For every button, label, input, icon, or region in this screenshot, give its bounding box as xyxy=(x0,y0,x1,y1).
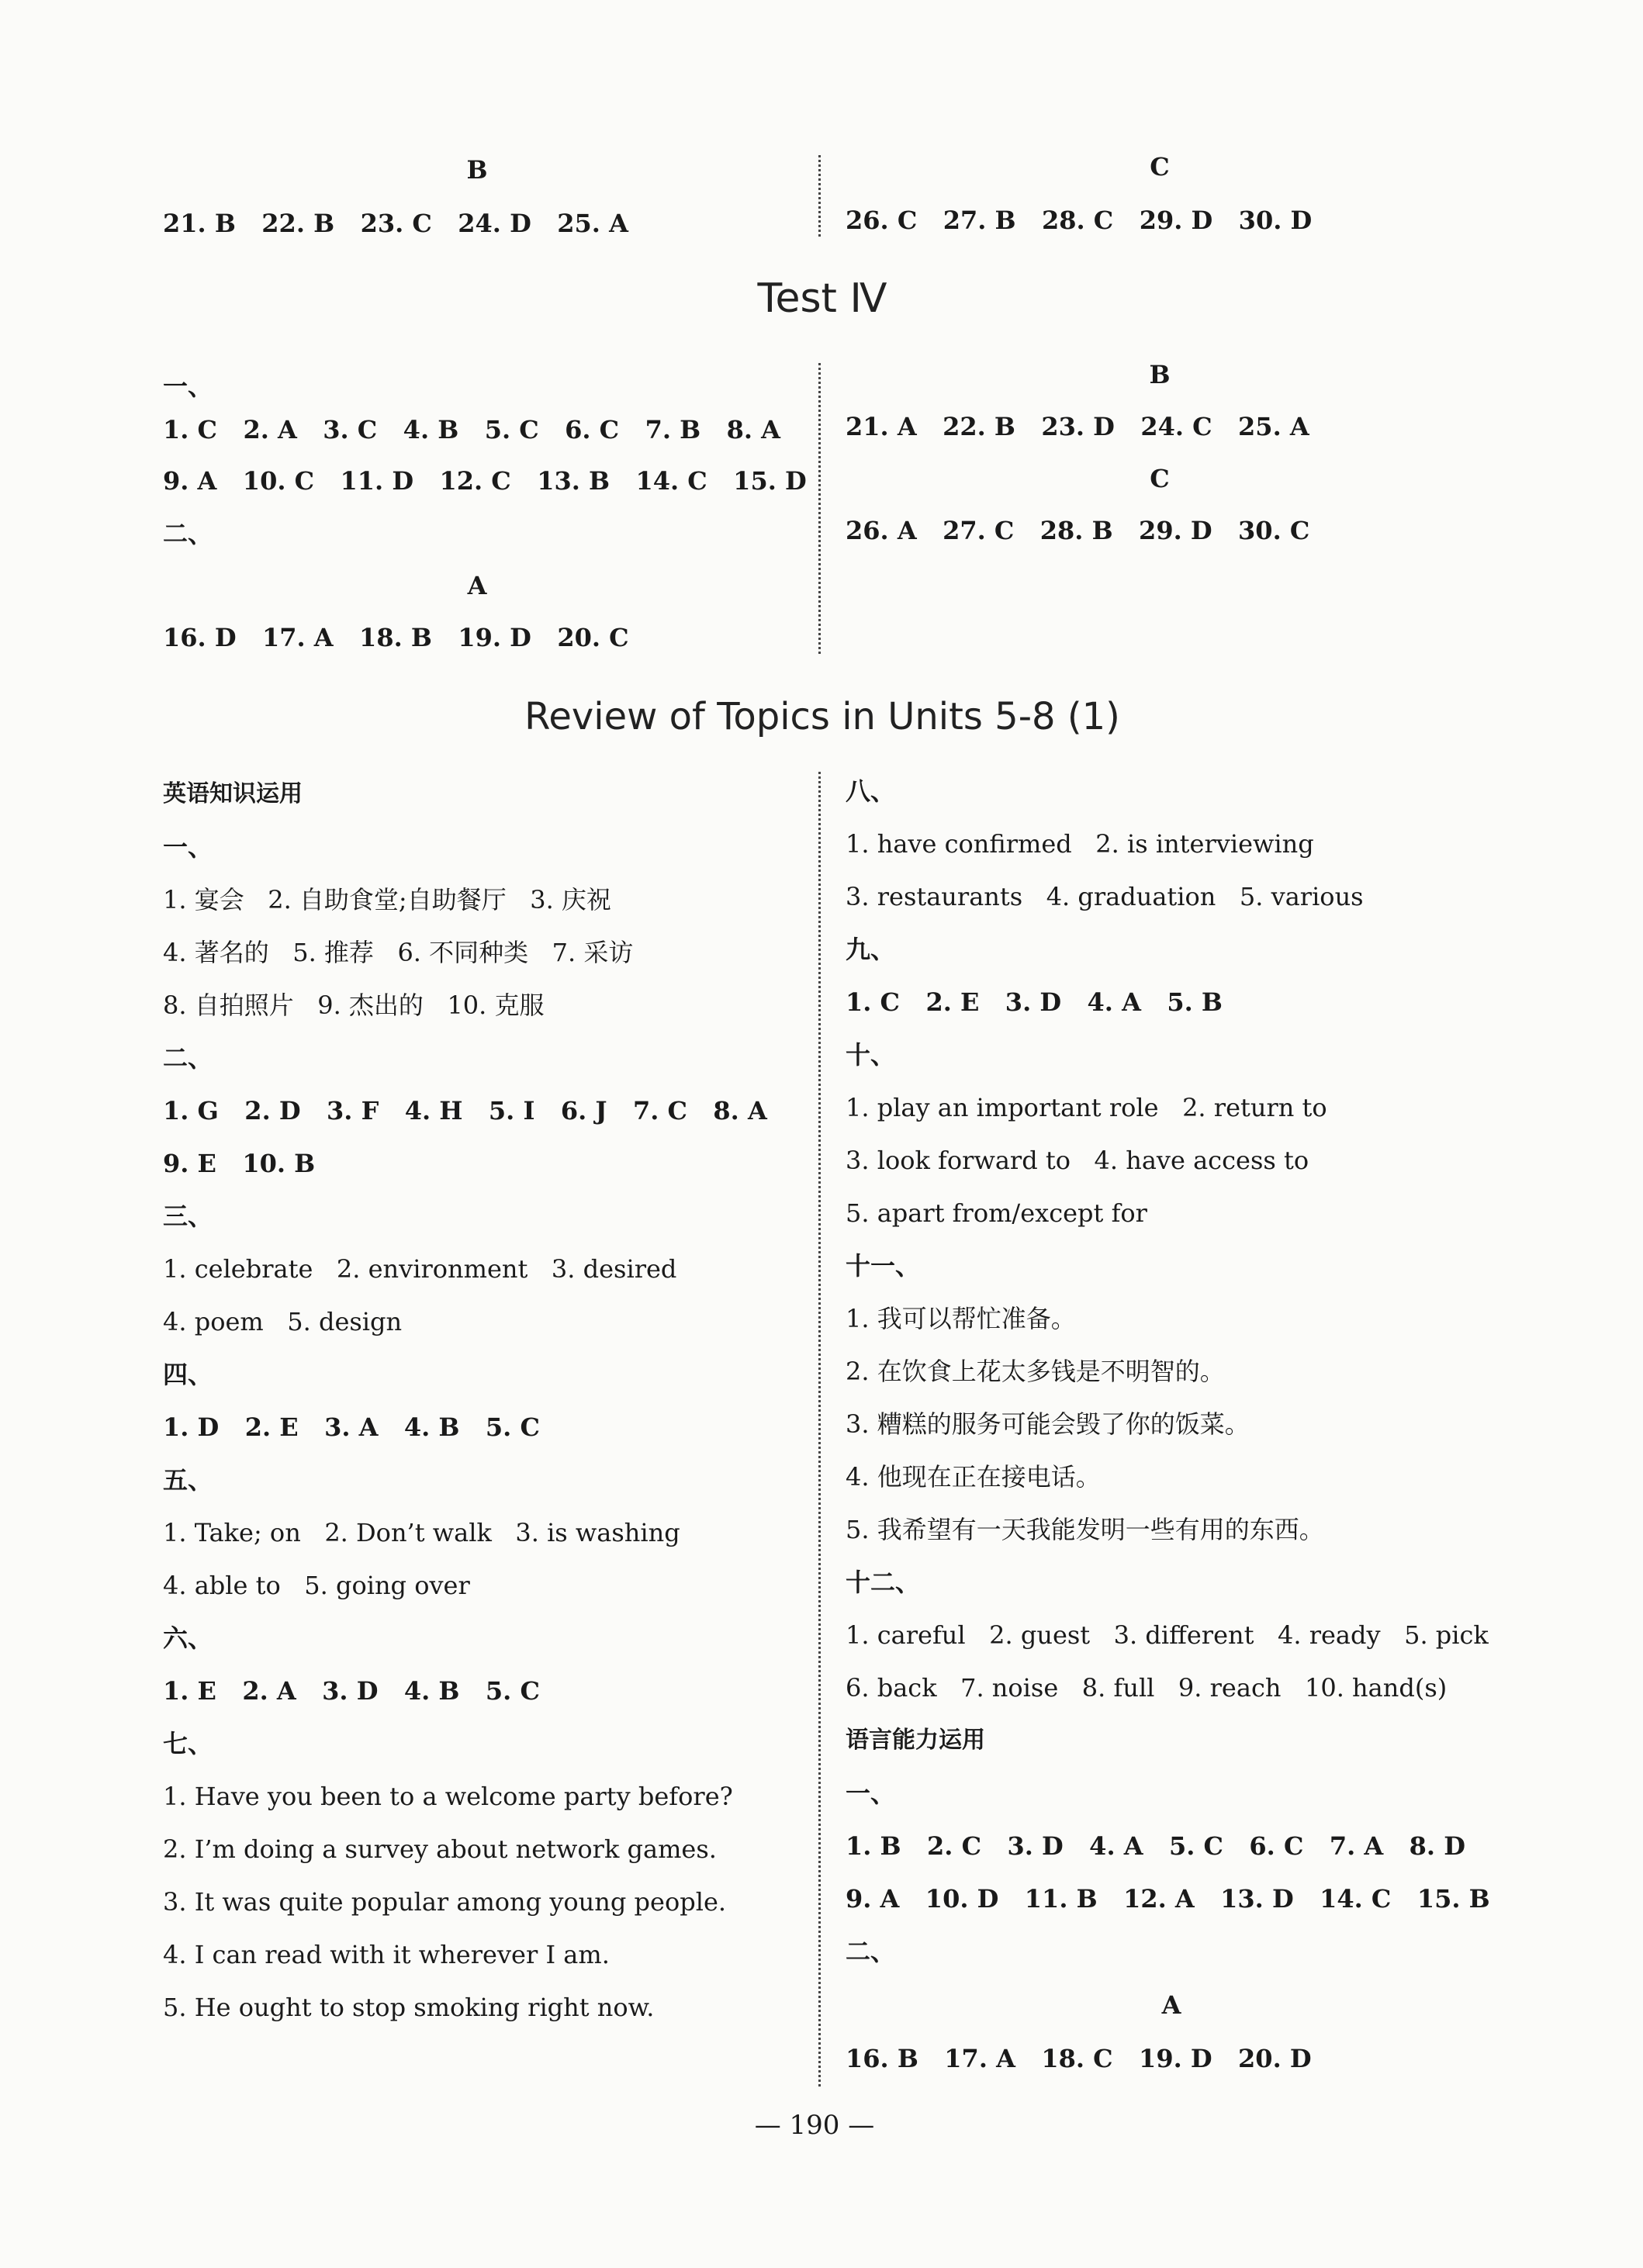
review-t1: 一、 xyxy=(846,1779,896,1808)
review-t2: 二、 xyxy=(846,1937,896,1966)
review-s7-row-2: 2. I’m doing a survey about network games. xyxy=(163,1834,717,1864)
top-left-answers: 21. B 22. B 23. C 24. D 25. A xyxy=(163,209,628,238)
review-s8-row-2: 3. restaurants 4. graduation 5. various xyxy=(846,882,1364,911)
review-s6: 六、 xyxy=(163,1623,213,1653)
review-s1-row-2: 4. 著名的 5. 推荐 6. 不同种类 7. 采访 xyxy=(163,938,634,967)
review-s7-row-1: 1. Have you been to a welcome party before? xyxy=(163,1782,733,1811)
column-divider-review xyxy=(818,772,821,2086)
review-s2-row-2: 9. E 10. B xyxy=(163,1149,316,1178)
review-s8: 八、 xyxy=(846,776,896,806)
review-s9-row-1: 1. C 2. E 3. D 4. A 5. B xyxy=(846,987,1223,1017)
review-s9: 九、 xyxy=(846,935,896,964)
review-left-heading: 英语知识运用 xyxy=(163,780,303,807)
page-number: — 190 — xyxy=(754,2110,875,2141)
test4-right-row-2: 26. A 27. C 28. B 29. D 30. C xyxy=(846,516,1310,545)
review-s1: 一、 xyxy=(163,832,213,862)
review-t1-row-2: 9. A 10. D 11. B 12. A 13. D 14. C 15. B xyxy=(846,1884,1490,1914)
review-s10-row-2: 3. look forward to 4. have access to xyxy=(846,1146,1309,1175)
review-s10: 十、 xyxy=(846,1040,896,1070)
review-t2-row-1: 16. B 17. A 18. C 19. D 20. D xyxy=(846,2044,1312,2073)
review-s11-row-4: 4. 他现在正在接电话。 xyxy=(846,1462,1101,1492)
review-s11-row-3: 3. 糟糕的服务可能会毁了你的饭菜。 xyxy=(846,1409,1250,1439)
review-s3-row-1: 1. celebrate 2. environment 3. desired xyxy=(163,1254,677,1284)
test4-row-1: 1. C 2. A 3. C 4. B 5. C 6. C 7. B 8. A xyxy=(163,415,780,444)
review-s8-row-1: 1. have confirmed 2. is interviewing xyxy=(846,829,1314,859)
column-divider-test4 xyxy=(818,363,821,654)
review-s10-row-1: 1. play an important role 2. return to xyxy=(846,1093,1327,1122)
review-s11: 十一、 xyxy=(846,1251,921,1281)
test4-label-a: A xyxy=(467,571,487,600)
test4-title: Test Ⅳ xyxy=(757,275,887,322)
review-s3: 三、 xyxy=(163,1201,213,1231)
test4-section-1: 一、 xyxy=(163,372,213,401)
review-s11-row-1: 1. 我可以帮忙准备。 xyxy=(846,1304,1076,1333)
review-s1-row-3: 8. 自拍照片 9. 杰出的 10. 克服 xyxy=(163,991,545,1020)
review-label-a: A xyxy=(1161,1990,1181,2020)
review-s11-row-5: 5. 我希望有一天我能发明一些有用的东西。 xyxy=(846,1515,1324,1544)
review-s4: 四、 xyxy=(163,1360,213,1389)
review-s5-row-1: 1. Take; on 2. Don’t walk 3. is washing xyxy=(163,1518,680,1547)
test4-label-b: B xyxy=(1149,360,1171,389)
review-s12: 十二、 xyxy=(846,1568,921,1597)
top-right-answers: 26. C 27. B 28. C 29. D 30. D xyxy=(846,206,1313,235)
review-s3-row-2: 4. poem 5. design xyxy=(163,1307,403,1336)
review-s7-row-4: 4. I can read with it wherever I am. xyxy=(163,1940,610,1969)
review-t1-row-1: 1. B 2. C 3. D 4. A 5. C 6. C 7. A 8. D xyxy=(846,1831,1465,1861)
review-s4-row-1: 1. D 2. E 3. A 4. B 5. C xyxy=(163,1412,540,1442)
review-s5: 五、 xyxy=(163,1465,213,1495)
review-s6-row-1: 1. E 2. A 3. D 4. B 5. C xyxy=(163,1676,540,1706)
column-divider-top xyxy=(818,155,821,237)
top-left-label-b: B xyxy=(466,155,488,185)
test4-label-c: C xyxy=(1150,464,1170,493)
review-s12-row-1: 1. careful 2. guest 3. different 4. ready 5. pick xyxy=(846,1620,1489,1650)
review-s12-row-2: 6. back 7. noise 8. full 9. reach 10. hand(s) xyxy=(846,1673,1448,1703)
test4-section-2: 二、 xyxy=(163,519,213,548)
review-s5-row-2: 4. able to 5. going over xyxy=(163,1571,470,1600)
review-s2: 二、 xyxy=(163,1043,213,1073)
review-right-heading: 语言能力运用 xyxy=(846,1727,985,1754)
top-right-label-c: C xyxy=(1150,152,1170,182)
review-s1-row-1: 1. 宴会 2. 自助食堂;自助餐厅 3. 庆祝 xyxy=(163,885,611,914)
review-s7: 七、 xyxy=(163,1729,213,1758)
review-s2-row-1: 1. G 2. D 3. F 4. H 5. I 6. J 7. C 8. A xyxy=(163,1096,767,1125)
review-s10-row-3: 5. apart from/except for xyxy=(846,1198,1147,1228)
review-s11-row-2: 2. 在饮食上花太多钱是不明智的。 xyxy=(846,1357,1225,1386)
test4-row-3: 16. D 17. A 18. B 19. D 20. C xyxy=(163,623,629,652)
test4-row-2: 9. A 10. C 11. D 12. C 13. B 14. C 15. D xyxy=(163,466,807,496)
review-s7-row-3: 3. It was quite popular among young people. xyxy=(163,1887,727,1917)
review-s7-row-5: 5. He ought to stop smoking right now. xyxy=(163,1993,655,2022)
test4-right-row-1: 21. A 22. B 23. D 24. C 25. A xyxy=(846,412,1309,441)
review-title: Review of Topics in Units 5-8 (1) xyxy=(524,695,1120,738)
